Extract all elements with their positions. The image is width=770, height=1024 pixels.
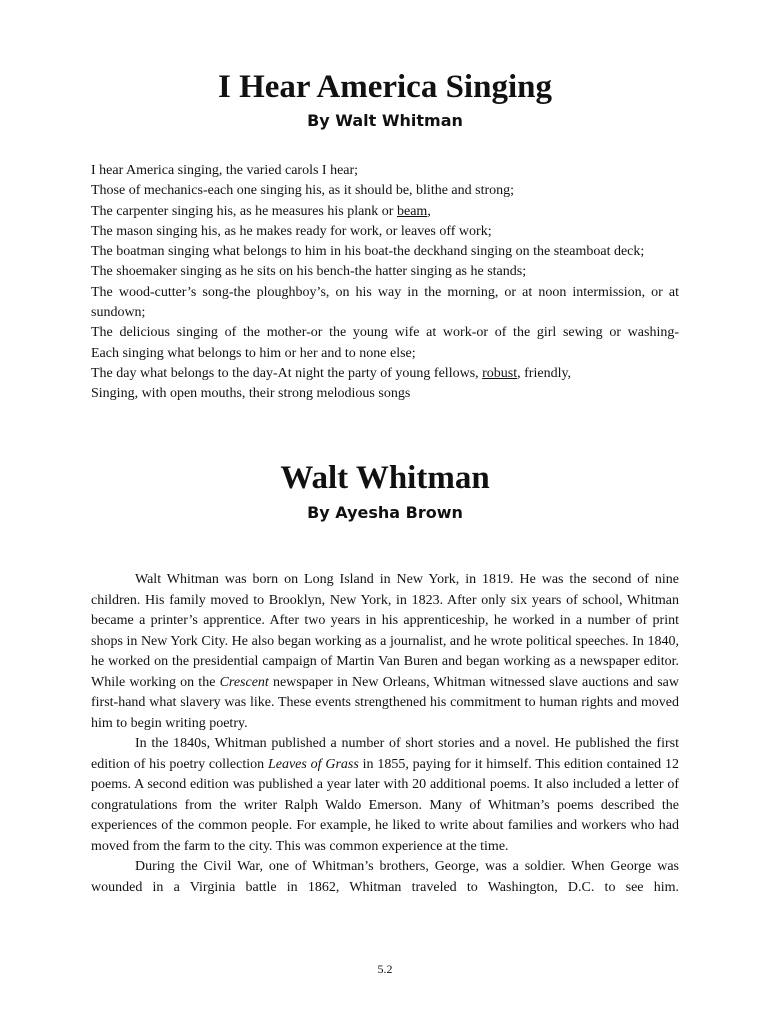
page-number: 5.2 bbox=[377, 962, 393, 976]
beam-link[interactable]: beam bbox=[396, 203, 428, 219]
poem-line: The boatman singing what belongs to him in his boat-the deckhand singing on the steamboat deck; bbox=[91, 244, 645, 260]
poem-line: The shoemaker singing as he sits on his bench-the hatter singing as he stands; bbox=[91, 264, 527, 280]
biography-paragraph: During the Civil War, one of Whitman’s brothers, George, was a soldier. When George was wounded in a Virginia battle in 1862, Whitman traveled to Washington, D.C. to see him. bbox=[91, 859, 679, 895]
poem-line: I hear America singing, the varied carols I hear; bbox=[91, 163, 359, 178]
publication-title: Crescent bbox=[219, 674, 269, 690]
biography-paragraph: In the 1840s, Whitman published a number of short stories and a novel. He published the first edition of his poetry collection Leaves of Grass in 1855, paying for it himself. This edition contained 12 poems. A second edition was published a year later with 20 additional poems. It also included a letter of congratulations from the writer Ralph Waldo Emerson. Many of Whitman’s poems described the experiences of the common people. For example, he liked to write about families and workers who had moved from the farm to the city. This was common experience at the time. bbox=[91, 736, 679, 854]
poem-line: The mason singing his, as he makes ready for work, or leaves off work; bbox=[91, 223, 492, 239]
poem-line: The carpenter singing his, as he measures his plank or beam, bbox=[91, 203, 431, 219]
poem-body bbox=[91, 161, 679, 405]
biography-body bbox=[91, 570, 679, 898]
poem-title: I Hear America Singing bbox=[218, 69, 552, 105]
biography-byline: By Ayesha Brown bbox=[307, 503, 463, 522]
poem-line: The delicious singing of the mother-or the young wife at work-or of the girl sewing or washing- bbox=[91, 325, 679, 341]
publication-title: Leaves of Grass bbox=[267, 756, 359, 772]
biography-title: Walt Whitman bbox=[280, 460, 490, 496]
poem-line: Those of mechanics-each one singing his, as it should be, blithe and strong; bbox=[91, 183, 515, 199]
poem-line: The day what belongs to the day-At night the party of young fellows, robust, friendly, bbox=[91, 365, 572, 381]
poem-line: Singing, with open mouths, their strong melodious songs bbox=[91, 386, 411, 402]
poem-line: Each singing what belongs to him or her and to none else; bbox=[91, 345, 416, 361]
poem-byline: By Walt Whitman bbox=[307, 111, 463, 130]
robust-link[interactable]: robust bbox=[482, 365, 518, 381]
biography-paragraph: Walt Whitman was born on Long Island in New York, in 1819. He was the second of nine children. His family moved to Brooklyn, New York, in 1823. After only six years of school, Whitman became a printer’s apprentice. After two years in his apprenticeship, he worked in a number of print shops in New York City. He also began working as a journalist, and he wrote political speeches. In 1840, he worked on the presidential campaign of Martin Van Buren and began working as a newspaper editor. While working on the Crescent newspaper in New Orleans, Whitman witnessed slave auctions and saw first-hand what slavery was like. These events strengthened his commitment to human rights and moved him to begin writing poetry. bbox=[91, 572, 679, 731]
poem-line: The wood-cutter’s song-the ploughboy’s, on his way in the morning, or at noon intermission, or at sundown; bbox=[91, 284, 679, 321]
